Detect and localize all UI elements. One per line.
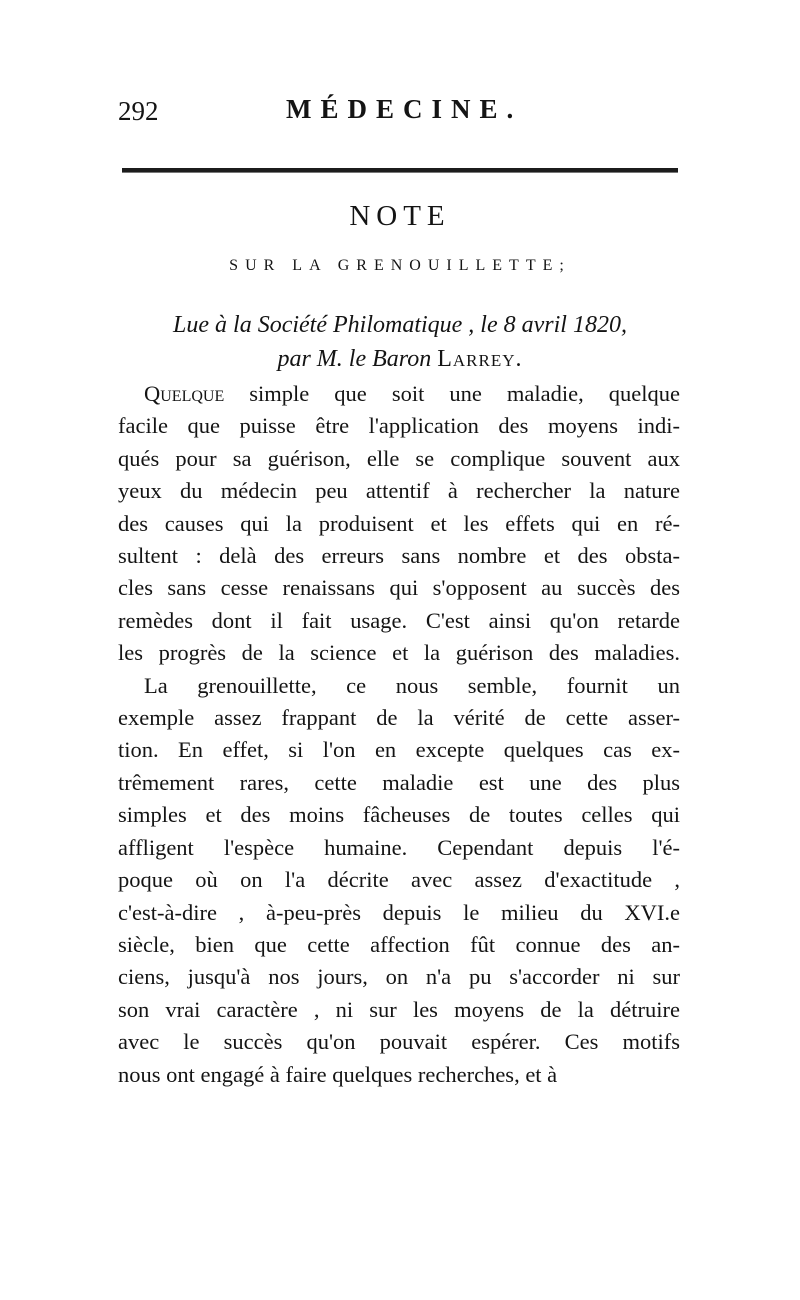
note-subtitle: SUR LA GRENOUILLETTE; — [229, 257, 571, 274]
author-prefix: par M. le Baron — [277, 346, 432, 372]
text-line: son vrai caractère , ni sur les moyens de la détruire — [118, 996, 680, 1022]
text-line: yeux du médecin peu attentif à rechercher la nature — [118, 478, 680, 504]
text-line: ciens, jusqu'à nos jours, on n'a pu s'accorder ni sur — [118, 964, 680, 990]
text-line: trêmement rares, cette maladie est une des plus — [118, 769, 680, 795]
paragraph-2 — [118, 670, 680, 1091]
text-line: exemple assez frappant de la vérité de cette asser- — [118, 705, 680, 731]
author-name: Larrey. — [437, 346, 523, 372]
text-line: avec le succès qu'on pouvait espérer. Ces motifs — [118, 1029, 680, 1055]
text-line: des causes qui la produisent et les effets qui en ré- — [118, 510, 680, 536]
text-line: affligent l'espèce humaine. Cependant depuis l'é- — [118, 834, 680, 860]
text-line: sultent : delà des erreurs sans nombre et des obsta- — [118, 543, 680, 569]
body-text — [118, 378, 680, 1091]
text-line: poque où on l'a décrite avec assez d'exactitude , — [118, 867, 680, 893]
text-line: facile que puisse être l'application des moyens indi- — [118, 413, 680, 439]
section-title: MÉDECINE. — [286, 94, 523, 124]
text-line: simples et des moins fâcheuses de toutes celles qui — [118, 802, 680, 828]
text-line: siècle, bien que cette affection fût connue des an- — [118, 931, 680, 957]
text-line: nous ont engagé à faire quelques recherches, et à — [118, 1061, 558, 1087]
text-line: remèdes dont il fait usage. C'est ainsi qu'on retarde — [118, 607, 680, 633]
text-line: qués pour sa guérison, elle se complique souvent aux — [118, 445, 680, 471]
page-number: 292 — [118, 96, 159, 126]
author-line — [0, 346, 800, 373]
text-line: c'est-à-dire , à-peu-près depuis le milieu du XVI.e — [118, 899, 680, 925]
text-line: La grenouillette, ce nous semble, fournit un — [144, 672, 680, 698]
text-line: cles sans cesse renaissans qui s'opposent au succès des — [118, 575, 680, 601]
text-line: les progrès de la science et la guérison des maladies. — [118, 640, 680, 666]
reading-info-line: Lue à la Société Philomatique , le 8 avril 1820, — [173, 312, 627, 338]
note-title: NOTE — [349, 200, 451, 232]
text-line: tion. En effet, si l'on en excepte quelques cas ex- — [118, 737, 680, 763]
paragraph-1 — [118, 378, 680, 670]
text-line-rest: simple que soit une maladie, quelque — [224, 381, 680, 406]
text-line — [118, 378, 680, 410]
lead-word: Quelque — [144, 381, 225, 406]
running-head — [118, 88, 684, 128]
header-rule — [122, 168, 678, 173]
